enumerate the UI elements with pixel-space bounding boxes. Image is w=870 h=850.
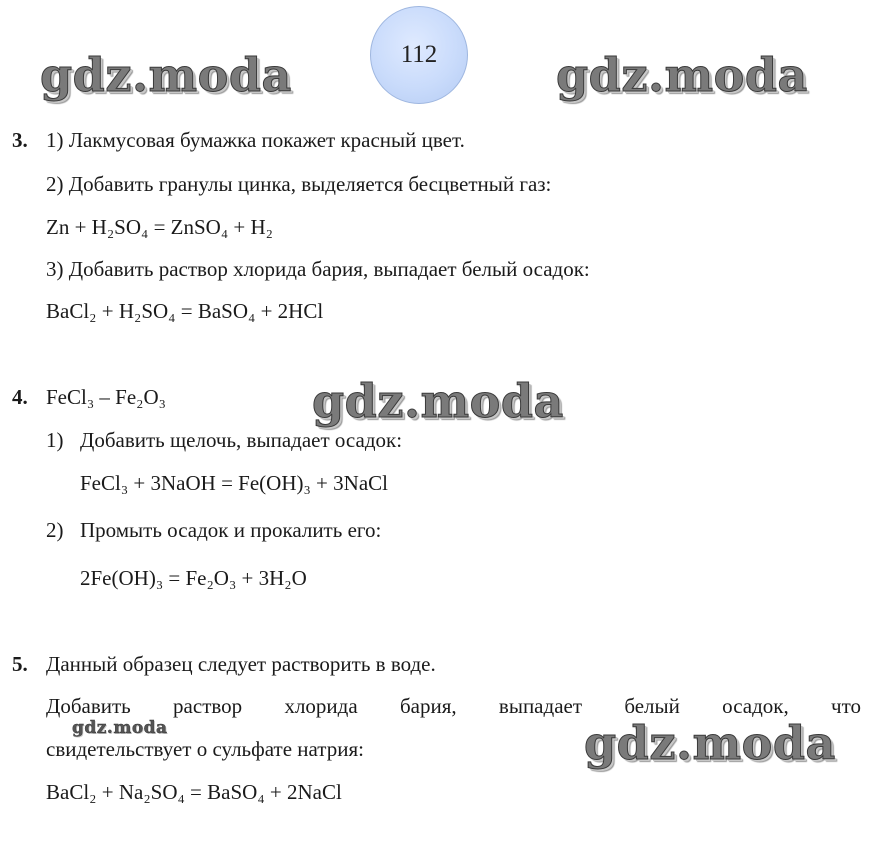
task-4-equation-2: 2Fe(OH)₃ = Fe₂O₃ + 3H₂O	[80, 566, 307, 590]
watermark-top-left: gdz.moda	[40, 48, 292, 102]
task-5-number: 5.	[12, 652, 28, 676]
task-4-step-1: Добавить щелочь, выпадает осадок:	[80, 428, 403, 452]
task-4-equation-1: FeCl₃ + 3NaOH = Fe(OH)₃ + 3NaCl	[80, 471, 388, 495]
watermark-small: gdz.moda	[72, 718, 168, 738]
watermark-top-right: gdz.moda	[556, 48, 808, 102]
task-3-step-3: 3) Добавить раствор хлорида бария, выпадает белый осадок:	[46, 257, 590, 281]
task-5-word: белый	[624, 694, 680, 718]
task-5-word: хлорида	[284, 694, 358, 718]
task-5-line-1: Данный образец следует растворить в воде.	[46, 652, 436, 676]
task-3-number: 3.	[12, 128, 28, 152]
page-number-badge	[370, 6, 468, 104]
task-3-equation-1: Zn + H₂SO₄ = ZnSO₄ + H₂	[46, 215, 273, 239]
task-5-word: выпадает	[498, 694, 583, 718]
page-number: 112	[400, 41, 438, 68]
task-5-word: раствор	[173, 694, 243, 718]
task-5-equation: BaCl₂ + Na₂SO₄ = BaSO₄ + 2NaCl	[46, 780, 342, 804]
task-4-step-2: Промыть осадок и прокалить его:	[80, 518, 382, 542]
watermark-middle: gdz.moda	[312, 374, 564, 428]
task-5-word: Добавить	[46, 694, 131, 718]
task-5-word: бария,	[399, 694, 457, 718]
task-4-heading: FeCl₃ – Fe₂O₃	[46, 385, 166, 409]
task-3-equation-2: BaCl₂ + H₂SO₄ = BaSO₄ + 2HCl	[46, 299, 324, 323]
task-5-word: осадок,	[722, 694, 789, 718]
task-4-number: 4.	[12, 385, 28, 409]
task-5-line-3: свидетельствует о сульфате натрия:	[46, 737, 364, 761]
task-5-word: что	[831, 694, 861, 718]
task-3-step-2: 2) Добавить гранулы цинка, выделяется бесцветный газ:	[46, 172, 552, 196]
task-4-step-1-marker: 1)	[46, 428, 64, 452]
watermark-bottom-right: gdz.moda	[584, 716, 836, 770]
task-3-step-1: 1) Лакмусовая бумажка покажет красный цвет.	[46, 128, 465, 152]
task-4-step-2-marker: 2)	[46, 518, 64, 542]
